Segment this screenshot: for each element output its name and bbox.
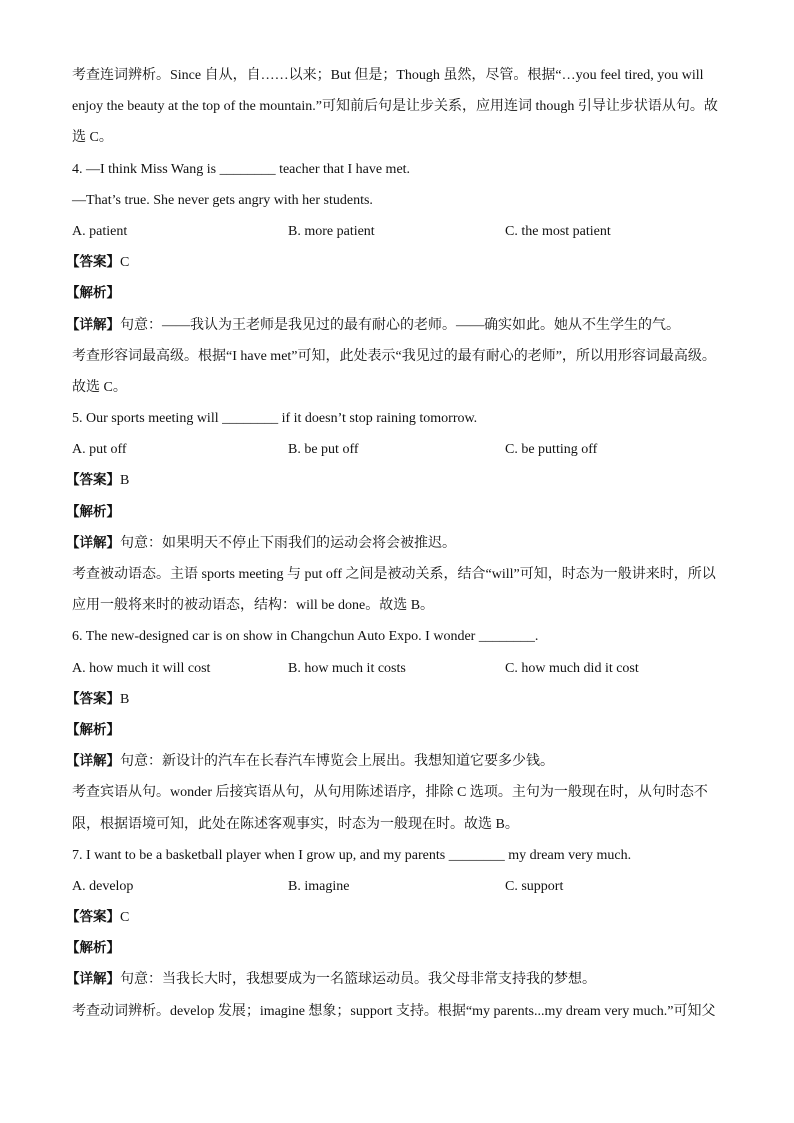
option-b: B. be put off: [288, 442, 359, 458]
labeled-line: [66, 528, 722, 559]
labeled-line: [66, 933, 722, 964]
text-line: enjoy the beauty at the top of the mountain.”可知前后句是让步关系，应用连词 though 引导让步状语从句。故: [72, 99, 718, 115]
option-b: B. imagine: [288, 878, 350, 894]
section-tag: 【详解】: [66, 534, 120, 551]
text-line: 限，根据语境可知，此处在陈述客观事实，时态为一般现在时。故选 B。: [72, 816, 519, 832]
labeled-line: [66, 746, 722, 777]
option-b: B. how much it costs: [288, 660, 406, 676]
tag-content: 句意：新设计的汽车在长春汽车博览会上展出。我想知道它要多少钱。: [120, 754, 554, 770]
tag-content: 句意：——我认为王老师是我见过的最有耐心的老师。——确实如此。她从不生学生的气。: [120, 317, 680, 333]
answer-options: [72, 871, 722, 902]
option-a: A. put off: [72, 442, 127, 458]
section-tag: 【答案】: [66, 472, 120, 489]
text-line: 考查动词辨析。develop 发展；imagine 想象；support 支持。根据“my parents...my dream very much.”可知父: [72, 1003, 716, 1019]
section-tag: 【详解】: [66, 971, 120, 988]
section-tag: 【答案】: [66, 909, 120, 926]
text-line: 6. The new-designed car is on show in Changchun Auto Expo. I wonder ________.: [72, 629, 539, 645]
option-a: A. develop: [72, 878, 134, 894]
labeled-line: [66, 964, 722, 995]
option-c: C. how much did it cost: [505, 660, 639, 676]
labeled-line: [66, 465, 722, 496]
labeled-line: [66, 684, 722, 715]
tag-content: C: [120, 910, 130, 926]
document-page: [66, 60, 722, 1027]
tag-content: B: [120, 473, 130, 489]
section-tag: 【详解】: [66, 316, 120, 333]
labeled-line: [66, 497, 722, 528]
text-line: 4. —I think Miss Wang is ________ teacher that I have met.: [72, 161, 411, 177]
text-line: —That’s true. She never gets angry with her students.: [72, 192, 373, 208]
labeled-line: [66, 715, 722, 746]
tag-content: 句意：如果明天不停止下雨我们的运动会将会被推迟。: [120, 535, 456, 551]
option-a: A. how much it will cost: [72, 660, 211, 676]
tag-content: B: [120, 691, 130, 707]
labeled-line: [66, 902, 722, 933]
text-line: 考查形容词最高级。根据“I have met”可知，此处表示“我见过的最有耐心的老师”，所以用形容词最高级。: [72, 348, 716, 364]
text-line: 考查宾语从句。wonder 后接宾语从句，从句用陈述语序，排除 C 选项。主句为一般现在时，从句时态不: [72, 785, 708, 801]
tag-content: 句意：当我长大时，我想要成为一名篮球运动员。我父母非常支持我的梦想。: [120, 972, 596, 988]
answer-options: [72, 434, 722, 465]
option-c: C. be putting off: [505, 442, 598, 458]
section-tag: 【答案】: [66, 690, 120, 707]
text-line: 故选 C。: [72, 379, 127, 395]
answer-options: [72, 216, 722, 247]
section-tag: 【解析】: [66, 721, 120, 738]
section-tag: 【解析】: [66, 285, 120, 302]
labeled-line: [66, 310, 722, 341]
section-tag: 【详解】: [66, 753, 120, 770]
text-line: 应用一般将来时的被动语态，结构：will be done。故选 B。: [72, 598, 435, 614]
option-c: C. the most patient: [505, 223, 611, 239]
text-line: 7. I want to be a basketball player when I grow up, and my parents ________ my dream very much.: [72, 847, 632, 863]
text-line: 5. Our sports meeting will ________ if it doesn’t stop raining tomorrow.: [72, 411, 478, 427]
section-tag: 【答案】: [66, 254, 120, 271]
section-tag: 【解析】: [66, 940, 120, 957]
option-c: C. support: [505, 878, 564, 894]
option-b: B. more patient: [288, 223, 375, 239]
section-tag: 【解析】: [66, 503, 120, 520]
text-line: 选 C。: [72, 130, 113, 146]
tag-content: C: [120, 255, 130, 271]
text-line: 考查连词辨析。Since 自从，自……以来；But 但是；Though 虽然，尽管。根据“…you feel tired, you will: [72, 68, 704, 83]
answer-options: [72, 653, 722, 684]
labeled-line: [66, 247, 722, 278]
labeled-line: [66, 278, 722, 309]
option-a: A. patient: [72, 223, 128, 239]
text-line: 考查被动语态。主语 sports meeting 与 put off 之间是被动关系，结合“will”可知，时态为一般讲来时，所以: [72, 567, 716, 582]
